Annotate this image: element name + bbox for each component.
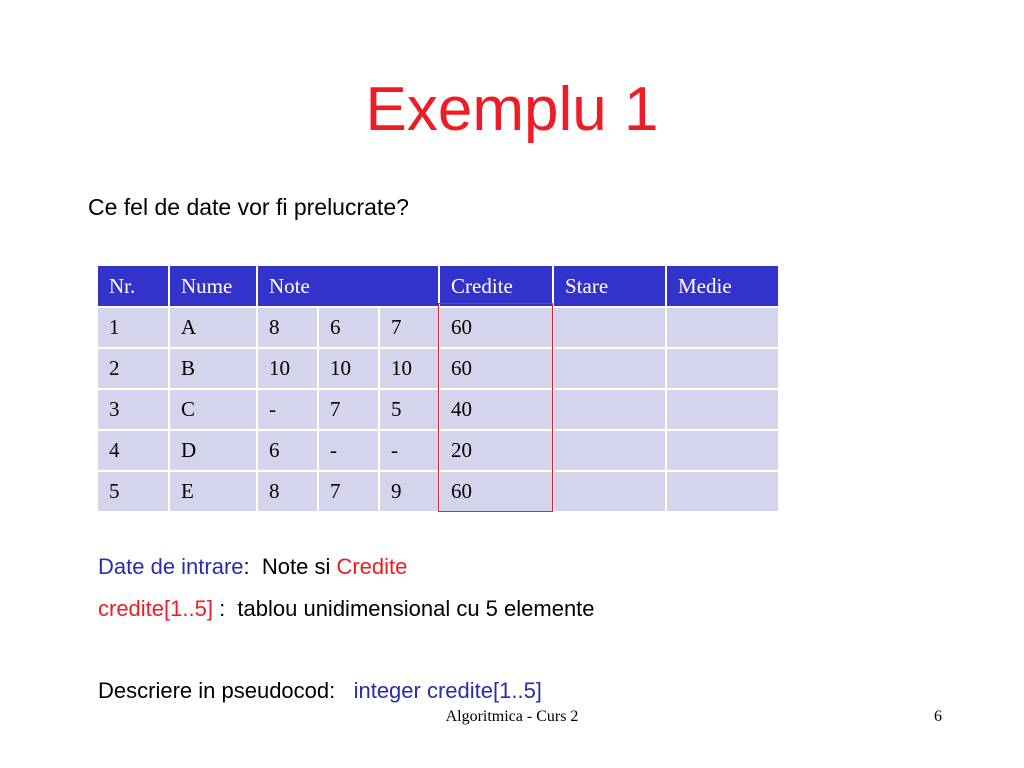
cell-note-1: - [257,389,318,430]
cell-note-1: 6 [257,430,318,471]
cell-credite: 60 [439,348,553,389]
array-description: : tablou unidimensional cu 5 elemente [212,596,595,621]
input-credite: Credite [336,554,408,579]
header-medie: Medie [666,265,779,307]
header-note: Note [257,265,439,307]
header-nr: Nr. [97,265,169,307]
cell-nume: D [169,430,257,471]
footer-page-number: 6 [934,708,942,725]
cell-medie [666,348,779,389]
cell-note-1: 10 [257,348,318,389]
cell-nr: 2 [97,348,169,389]
cell-note-1: 8 [257,471,318,512]
cell-nr: 3 [97,389,169,430]
cell-stare [553,430,666,471]
table-row [97,307,779,348]
table-header-row [97,265,779,307]
cell-medie [666,307,779,348]
header-stare: Stare [553,265,666,307]
cell-note-3: 10 [379,348,439,389]
table-row [97,430,779,471]
cell-nr: 1 [97,307,169,348]
cell-nume: E [169,471,257,512]
grades-table [96,264,780,513]
slide-question: Ce fel de date vor fi prelucrate? [88,194,409,220]
cell-note-2: 7 [318,389,379,430]
pseudocode-text: integer credite[1..5] [353,678,542,703]
cell-stare [553,389,666,430]
cell-nr: 4 [97,430,169,471]
cell-nume: C [169,389,257,430]
table-row [97,389,779,430]
input-separator: : Note si [243,554,337,579]
cell-note-3: 5 [379,389,439,430]
cell-note-2: 10 [318,348,379,389]
header-nume: Nume [169,265,257,307]
cell-medie [666,389,779,430]
cell-note-1: 8 [257,307,318,348]
input-data-line [98,552,407,582]
cell-credite: 60 [439,471,553,512]
cell-stare [553,471,666,512]
cell-note-2: 6 [318,307,379,348]
cell-stare [553,307,666,348]
cell-credite: 40 [439,389,553,430]
cell-stare [553,348,666,389]
cell-note-3: 7 [379,307,439,348]
cell-credite: 20 [439,430,553,471]
table-row [97,471,779,512]
cell-nr: 5 [97,471,169,512]
cell-note-3: 9 [379,471,439,512]
cell-nume: A [169,307,257,348]
cell-nume: B [169,348,257,389]
cell-note-2: - [318,430,379,471]
cell-note-2: 7 [318,471,379,512]
cell-medie [666,430,779,471]
cell-credite: 60 [439,307,553,348]
pseudocode-label: Descriere in pseudocod: [98,678,354,703]
cell-note-3: - [379,430,439,471]
footer-course: Algoritmica - Curs 2 [445,708,579,725]
header-credite: Credite [439,265,553,307]
input-label: Date de intrare [98,554,244,579]
pseudocode-line [98,676,542,706]
array-line [98,594,595,624]
slide-title: Exemplu 1 [365,75,659,144]
cell-medie [666,471,779,512]
table-row [97,348,779,389]
array-name: credite[1..5] [98,596,213,621]
